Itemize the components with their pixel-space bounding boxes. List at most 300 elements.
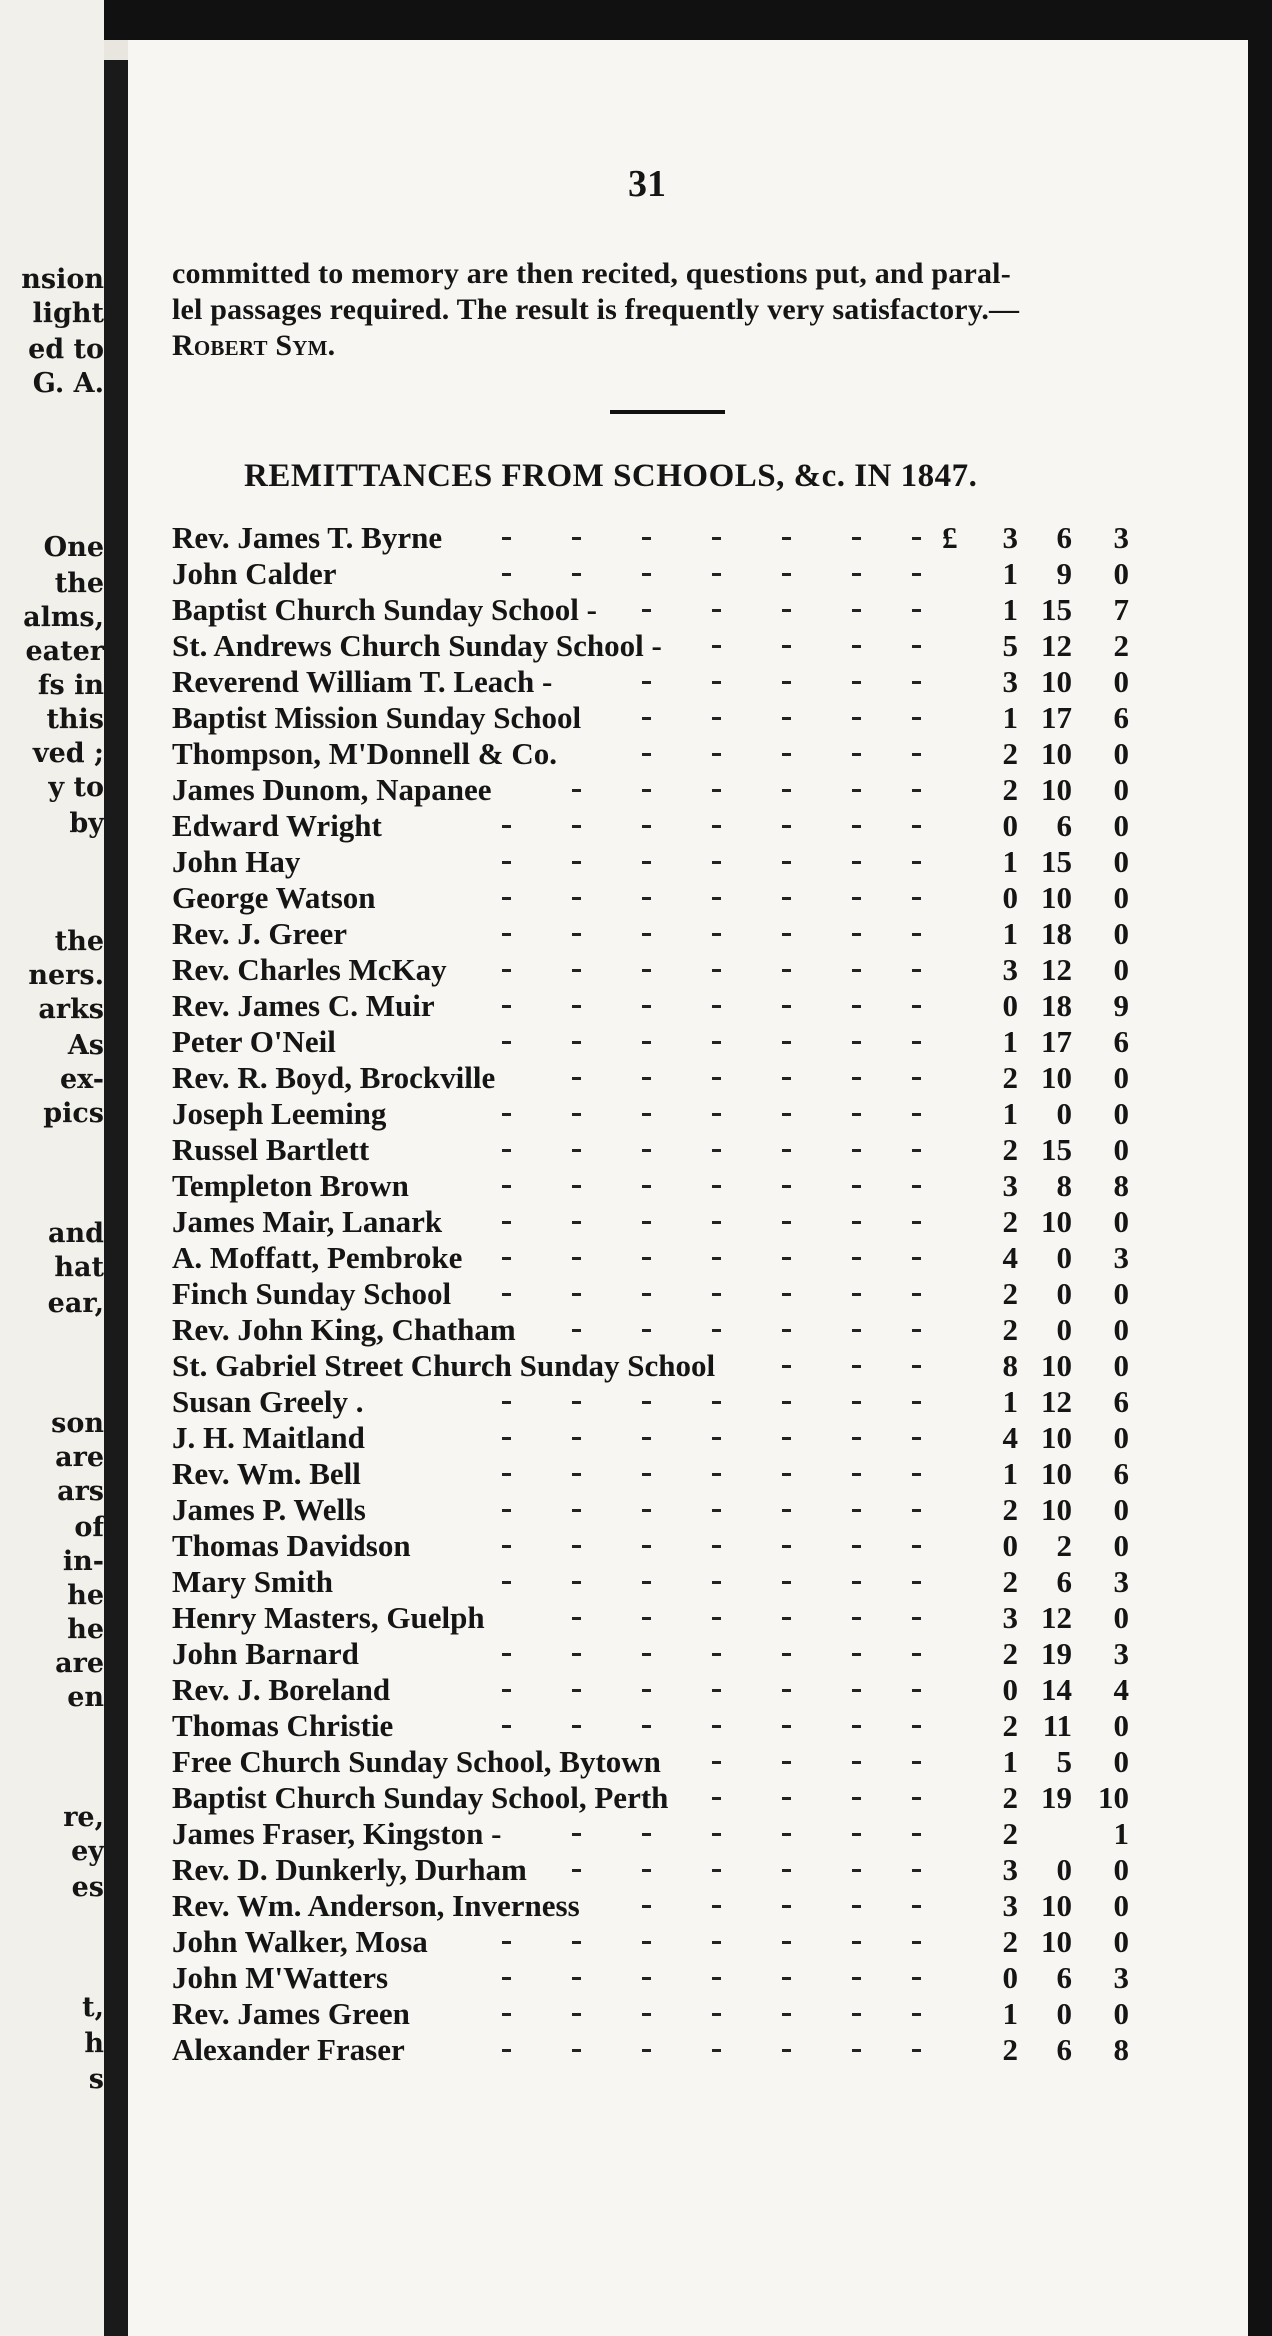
leader-dash [572, 861, 581, 864]
shillings-value: 10 [1041, 736, 1072, 771]
remitter-name: Rev. R. Boyd, Brockville [172, 1060, 496, 1095]
leader-dash [912, 1761, 921, 1764]
leader-dash [782, 1689, 791, 1692]
shillings-value: 10 [1041, 772, 1072, 807]
leader-dash [912, 1509, 921, 1512]
leader-dash [912, 825, 921, 828]
leader-dash [852, 645, 861, 648]
remittance-row [172, 1132, 1172, 1168]
margin-fragment: he [67, 1614, 104, 1645]
remittance-row [172, 1204, 1172, 1240]
remitter-name: Baptist Mission Sunday School [172, 700, 582, 735]
margin-fragment: are [55, 1648, 104, 1679]
leader-dash [782, 1617, 791, 1620]
leader-dash [642, 681, 651, 684]
leader-dash [852, 1113, 861, 1116]
remitter-name: Alexander Fraser [172, 2032, 405, 2067]
leader-dash [642, 1833, 651, 1836]
leader-dash [642, 1473, 651, 1476]
leader-dash [912, 1581, 921, 1584]
remitter-name: Rev. D. Dunkerly, Durham [172, 1852, 527, 1887]
remittance-row [172, 1060, 1172, 1096]
leader-dash [782, 897, 791, 900]
margin-fragment: ear, [47, 1288, 104, 1319]
remitter-name: Free Church Sunday School, Bytown [172, 1744, 661, 1779]
leader-dash [852, 2013, 861, 2016]
pence-value: 3 [1113, 1240, 1129, 1275]
margin-fragment: nsion [21, 264, 104, 295]
leader-dash [912, 1221, 921, 1224]
remitter-name: George Watson [172, 880, 376, 915]
shillings-value: 0 [1056, 1852, 1072, 1887]
leader-dash [572, 1941, 581, 1944]
pence-value: 0 [1113, 556, 1129, 591]
leader-dash [852, 1005, 861, 1008]
leader-dash [502, 1653, 511, 1656]
remitter-name: James P. Wells [172, 1492, 366, 1527]
leader-dash [502, 2049, 511, 2052]
shillings-value: 10 [1041, 1492, 1072, 1527]
leader-dash [502, 897, 511, 900]
leader-dash [782, 537, 791, 540]
leader-dash [572, 1509, 581, 1512]
pence-value: 0 [1113, 880, 1129, 915]
leader-dash [852, 537, 861, 540]
margin-fragment: ners. [28, 960, 104, 991]
leader-dash [912, 1257, 921, 1260]
remittance-row [172, 1888, 1172, 1924]
margin-fragment: en [67, 1682, 104, 1713]
leader-dash [712, 1617, 721, 1620]
leader-dash [712, 1509, 721, 1512]
leader-dash [572, 1977, 581, 1980]
margin-fragment: son [51, 1408, 104, 1439]
remittance-row [172, 808, 1172, 844]
margin-fragment: One [43, 532, 104, 563]
pounds-value: 5 [1002, 628, 1018, 663]
leader-dash [852, 573, 861, 576]
leader-dash [502, 1941, 511, 1944]
leader-dash [712, 1653, 721, 1656]
leader-dash [912, 1329, 921, 1332]
pounds-value: 2 [1002, 1492, 1018, 1527]
remittance-row [172, 1456, 1172, 1492]
pounds-value: 2 [1002, 1276, 1018, 1311]
pence-value: 0 [1113, 1492, 1129, 1527]
leader-dash [782, 1941, 791, 1944]
pence-value: 4 [1113, 1672, 1129, 1707]
remittance-row [172, 1852, 1172, 1888]
leader-dash [912, 2049, 921, 2052]
leader-dash [712, 1257, 721, 1260]
leader-dash [852, 789, 861, 792]
leader-dash [912, 1653, 921, 1656]
leader-dash [502, 1005, 511, 1008]
remitter-name: Finch Sunday School [172, 1276, 452, 1311]
leader-dash [642, 2049, 651, 2052]
leader-dash [912, 1869, 921, 1872]
remittance-row [172, 1564, 1172, 1600]
leader-dash [502, 1545, 511, 1548]
leader-dash [852, 1185, 861, 1188]
pence-value: 7 [1113, 592, 1129, 627]
remitter-name: Rev. Wm. Bell [172, 1456, 361, 1491]
leader-dash [782, 1545, 791, 1548]
leader-dash [502, 1257, 511, 1260]
remittance-row [172, 1816, 1172, 1852]
remittance-row [172, 1384, 1172, 1420]
remitter-name: Rev. John King, Chatham [172, 1312, 516, 1347]
pence-value: 3 [1113, 520, 1129, 555]
leader-dash [712, 1329, 721, 1332]
leader-dash [712, 1293, 721, 1296]
leader-dash [642, 1221, 651, 1224]
pounds-value: 3 [1002, 520, 1018, 555]
leader-dash [642, 897, 651, 900]
remitter-name: Peter O'Neil [172, 1024, 336, 1059]
shillings-value: 0 [1056, 1996, 1072, 2031]
leader-dash [572, 1149, 581, 1152]
leader-dash [912, 1149, 921, 1152]
leader-dash [852, 1725, 861, 1728]
remittance-row [172, 628, 1172, 664]
leader-dash [912, 897, 921, 900]
leader-dash [502, 1509, 511, 1512]
leader-dash [782, 1761, 791, 1764]
leader-dash [782, 1869, 791, 1872]
pounds-value: 2 [1002, 1780, 1018, 1815]
margin-fragment: s [88, 2064, 104, 2095]
margin-fragment: y to [48, 772, 104, 803]
leader-dash [502, 1185, 511, 1188]
leader-dash [852, 1581, 861, 1584]
pence-value: 0 [1113, 1708, 1129, 1743]
leader-dash [572, 1329, 581, 1332]
remitter-name: John Hay [172, 844, 301, 879]
remittance-row [172, 916, 1172, 952]
shillings-value: 8 [1056, 1168, 1072, 1203]
leader-dash [782, 1905, 791, 1908]
leader-dash [782, 1581, 791, 1584]
leader-dash [852, 1077, 861, 1080]
leader-dash [502, 1401, 511, 1404]
leader-dash [912, 537, 921, 540]
leader-dash [712, 1905, 721, 1908]
leader-dash [572, 1869, 581, 1872]
pounds-value: 1 [1002, 556, 1018, 591]
margin-fragment: of [74, 1512, 104, 1543]
leader-dash [782, 2013, 791, 2016]
remitter-name: Baptist Church Sunday School - [172, 592, 597, 627]
leader-dash [852, 1041, 861, 1044]
shillings-value: 10 [1041, 664, 1072, 699]
leader-dash [712, 1689, 721, 1692]
shillings-value: 2 [1056, 1528, 1072, 1563]
leader-dash [572, 825, 581, 828]
pence-value: 6 [1113, 700, 1129, 735]
leader-dash [712, 609, 721, 612]
remittance-row [172, 1024, 1172, 1060]
leader-dash [502, 1041, 511, 1044]
remittance-row [172, 772, 1172, 808]
pence-value: 3 [1113, 1564, 1129, 1599]
page-number: 31 [628, 163, 666, 205]
remitter-name: Rev. Charles McKay [172, 952, 447, 987]
leader-dash [712, 1221, 721, 1224]
leader-dash [912, 1941, 921, 1944]
leader-dash [642, 1149, 651, 1152]
leader-dash [642, 1005, 651, 1008]
leader-dash [852, 1509, 861, 1512]
leader-dash [642, 1689, 651, 1692]
leader-dash [712, 897, 721, 900]
leader-dash [712, 1077, 721, 1080]
leader-dash [572, 897, 581, 900]
margin-fragment: light [32, 298, 104, 329]
leader-dash [912, 609, 921, 612]
shillings-value: 15 [1041, 844, 1072, 879]
pounds-value: 1 [1002, 592, 1018, 627]
leader-dash [712, 1833, 721, 1836]
leader-dash [782, 2049, 791, 2052]
leader-dash [782, 789, 791, 792]
section-rule [610, 410, 725, 414]
remitter-name: John Barnard [172, 1636, 359, 1671]
leader-dash [572, 537, 581, 540]
leader-dash [642, 969, 651, 972]
leader-dash [782, 1401, 791, 1404]
scan-right-border [1248, 0, 1272, 2336]
shillings-value: 6 [1056, 1960, 1072, 1995]
leader-dash [642, 537, 651, 540]
leader-dash [642, 1941, 651, 1944]
leader-dash [782, 1041, 791, 1044]
pounds-value: 2 [1002, 1924, 1018, 1959]
pounds-value: 1 [1002, 844, 1018, 879]
leader-dash [912, 1689, 921, 1692]
remittance-row [172, 1672, 1172, 1708]
pounds-value: 1 [1002, 916, 1018, 951]
leader-dash [712, 861, 721, 864]
pence-value: 0 [1113, 772, 1129, 807]
margin-fragment: ved ; [32, 738, 104, 769]
leader-dash [642, 717, 651, 720]
remitter-name: Baptist Church Sunday School, Perth [172, 1780, 669, 1815]
leader-dash [572, 1617, 581, 1620]
pounds-value: 0 [1002, 880, 1018, 915]
pence-value: 0 [1113, 844, 1129, 879]
leader-dash [852, 753, 861, 756]
shillings-value: 6 [1056, 1564, 1072, 1599]
leader-dash [572, 1113, 581, 1116]
leader-dash [572, 933, 581, 936]
shillings-value: 10 [1041, 1204, 1072, 1239]
leader-dash [782, 1257, 791, 1260]
leader-dash [712, 645, 721, 648]
leader-dash [852, 1329, 861, 1332]
shillings-value: 10 [1041, 1420, 1072, 1455]
leader-dash [642, 1113, 651, 1116]
shillings-value: 10 [1041, 1348, 1072, 1383]
remitter-name: James Dunom, Napanee [172, 772, 492, 807]
remittance-row [172, 1600, 1172, 1636]
leader-dash [642, 789, 651, 792]
shillings-value: 12 [1041, 628, 1072, 663]
pence-value: 3 [1113, 1960, 1129, 1995]
remitter-name: Joseph Leeming [172, 1096, 387, 1131]
pence-value: 2 [1113, 628, 1129, 663]
leader-dash [782, 933, 791, 936]
leader-dash [852, 1689, 861, 1692]
remittance-row [172, 1960, 1172, 1996]
leader-dash [712, 2049, 721, 2052]
pence-value: 0 [1113, 1132, 1129, 1167]
leader-dash [782, 1797, 791, 1800]
pounds-value: 1 [1002, 1744, 1018, 1779]
pence-value: 0 [1113, 808, 1129, 843]
pence-value: 10 [1098, 1780, 1129, 1815]
leader-dash [642, 1293, 651, 1296]
leader-dash [502, 933, 511, 936]
remitter-name: Rev. James C. Muir [172, 988, 435, 1023]
margin-fragment: are [55, 1442, 104, 1473]
leader-dash [912, 1005, 921, 1008]
leader-dash [712, 1113, 721, 1116]
leader-dash [912, 1797, 921, 1800]
pence-value: 0 [1113, 1888, 1129, 1923]
leader-dash [502, 1689, 511, 1692]
leader-dash [642, 1617, 651, 1620]
pence-value: 0 [1113, 952, 1129, 987]
pence-value: 8 [1113, 1168, 1129, 1203]
leader-dash [572, 1041, 581, 1044]
leader-dash [852, 1365, 861, 1368]
shillings-value: 18 [1041, 916, 1072, 951]
leader-dash [502, 537, 511, 540]
shillings-value: 10 [1041, 880, 1072, 915]
leader-dash [712, 1977, 721, 1980]
leader-dash [852, 1257, 861, 1260]
leader-dash [642, 573, 651, 576]
leader-dash [642, 1077, 651, 1080]
leader-dash [852, 681, 861, 684]
leader-dash [572, 1221, 581, 1224]
pence-value: 0 [1113, 1312, 1129, 1347]
pence-value: 0 [1113, 1852, 1129, 1887]
leader-dash [782, 645, 791, 648]
pounds-value: 4 [1002, 1420, 1018, 1455]
margin-fragment: arks [38, 994, 104, 1025]
remittance-row [172, 1492, 1172, 1528]
leader-dash [572, 1257, 581, 1260]
leader-dash [782, 1221, 791, 1224]
leader-dash [782, 1365, 791, 1368]
leader-dash [642, 1509, 651, 1512]
leader-dash [912, 861, 921, 864]
leader-dash [712, 1545, 721, 1548]
margin-fragment: by [69, 808, 104, 839]
pounds-value: 3 [1002, 1888, 1018, 1923]
leader-dash [852, 1545, 861, 1548]
leader-dash [572, 1725, 581, 1728]
leader-dash [912, 1833, 921, 1836]
leader-dash [712, 1185, 721, 1188]
pence-value: 0 [1113, 1924, 1129, 1959]
leader-dash [642, 1581, 651, 1584]
leader-dash [712, 573, 721, 576]
leader-dash [782, 1113, 791, 1116]
remitter-name: Templeton Brown [172, 1168, 409, 1203]
pounds-value: 2 [1002, 1204, 1018, 1239]
intro-line-2: lel passages required. The result is frequently very satisfactory.— [172, 293, 1020, 326]
leader-dash [712, 1437, 721, 1440]
book-spine-shadow [104, 60, 128, 2336]
pounds-value: 2 [1002, 772, 1018, 807]
leader-dash [712, 1761, 721, 1764]
remittance-row [172, 1996, 1172, 2032]
leader-dash [642, 1437, 651, 1440]
leader-dash [502, 1581, 511, 1584]
leader-dash [912, 969, 921, 972]
remitter-name: Edward Wright [172, 808, 382, 843]
leader-dash [712, 825, 721, 828]
leader-dash [502, 1293, 511, 1296]
remitter-name: Thompson, M'Donnell & Co. [172, 736, 557, 771]
pounds-value: 2 [1002, 1636, 1018, 1671]
shillings-value: 6 [1056, 2032, 1072, 2067]
pounds-value: 2 [1002, 1132, 1018, 1167]
leader-dash [712, 1473, 721, 1476]
remitter-name: James Fraser, Kingston - [172, 1816, 502, 1851]
margin-fragment: G. A. [32, 368, 104, 399]
currency-symbol: £ [942, 520, 958, 555]
pounds-value: 1 [1002, 1456, 1018, 1491]
leader-dash [502, 825, 511, 828]
leader-dash [912, 789, 921, 792]
shillings-value: 12 [1041, 1384, 1072, 1419]
pounds-value: 2 [1002, 1816, 1018, 1851]
shillings-value: 17 [1041, 1024, 1072, 1059]
leader-dash [712, 2013, 721, 2016]
remittance-row [172, 1096, 1172, 1132]
pence-value: 0 [1113, 1060, 1129, 1095]
pounds-value: 3 [1002, 1600, 1018, 1635]
shillings-value: 19 [1041, 1780, 1072, 1815]
leader-dash [782, 1293, 791, 1296]
leader-dash [782, 861, 791, 864]
margin-fragment: alms, [23, 602, 104, 633]
shillings-value: 10 [1041, 1924, 1072, 1959]
leader-dash [912, 1365, 921, 1368]
leader-dash [502, 969, 511, 972]
leader-dash [782, 1833, 791, 1836]
leader-dash [912, 1293, 921, 1296]
leader-dash [782, 825, 791, 828]
leader-dash [642, 825, 651, 828]
remittance-row [172, 844, 1172, 880]
leader-dash [912, 645, 921, 648]
pence-value: 0 [1113, 1996, 1129, 2031]
leader-dash [642, 1041, 651, 1044]
leader-dash [642, 1329, 651, 1332]
leader-dash [572, 1005, 581, 1008]
shillings-value: 6 [1056, 520, 1072, 555]
leader-dash [782, 681, 791, 684]
pounds-value: 3 [1002, 664, 1018, 699]
remitter-name: Henry Masters, Guelph [172, 1600, 485, 1635]
remittance-row [172, 1708, 1172, 1744]
pounds-value: 4 [1002, 1240, 1018, 1275]
